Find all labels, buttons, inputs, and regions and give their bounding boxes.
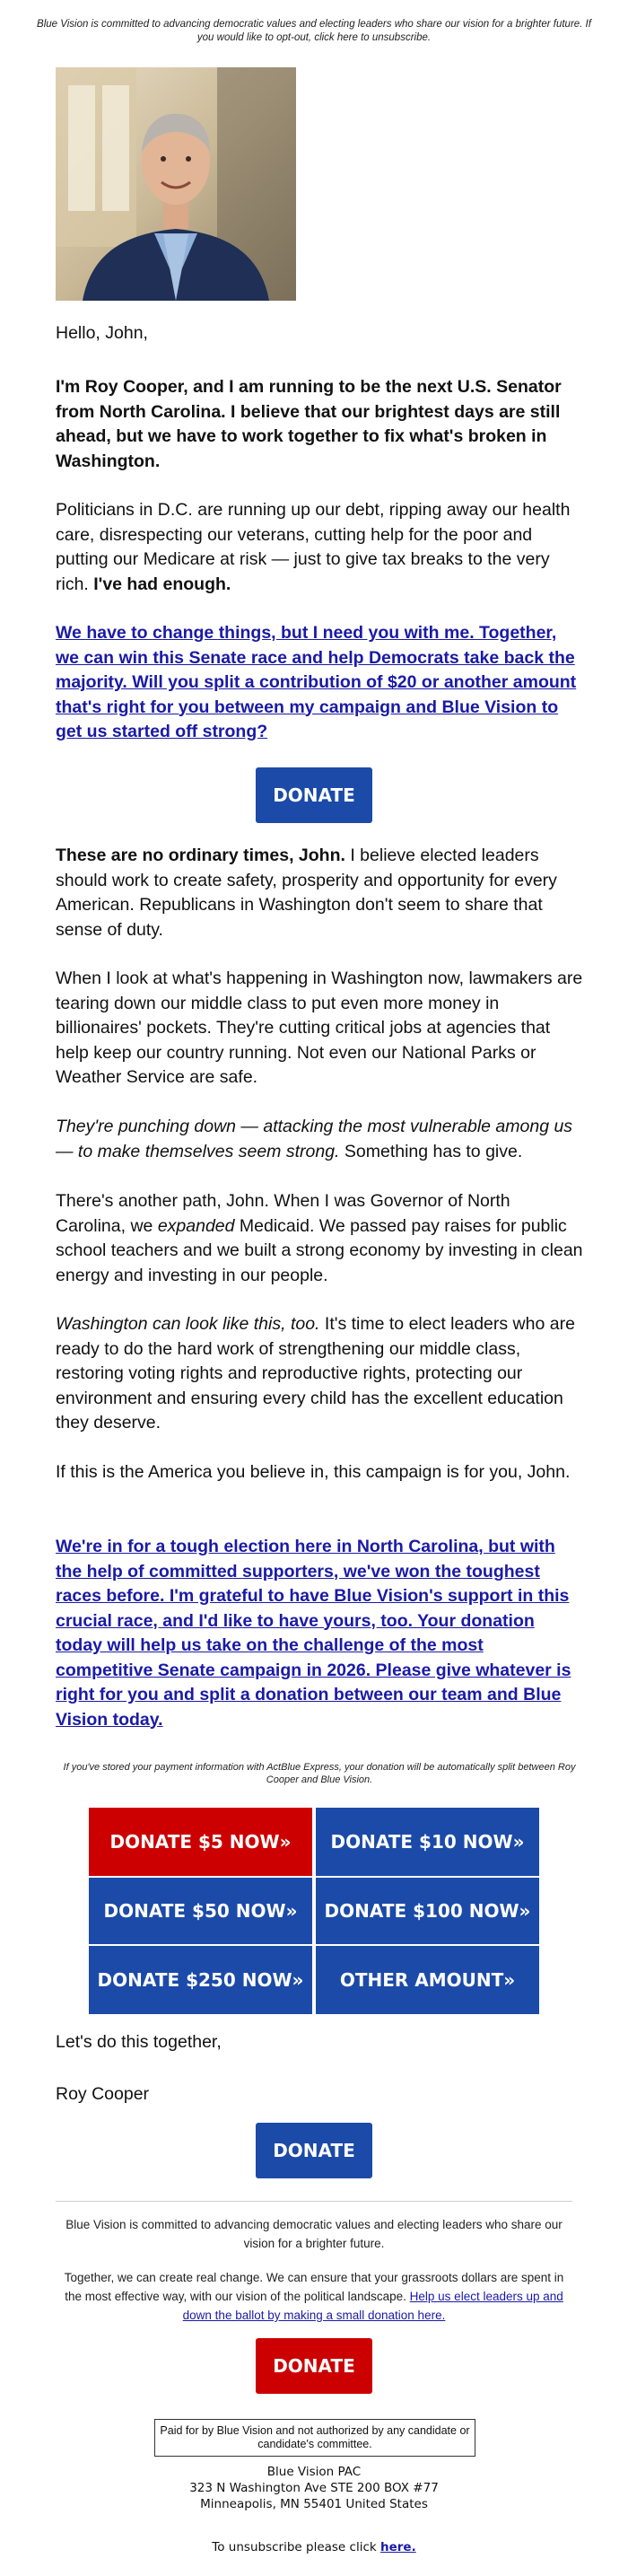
paragraph-path-italic: expanded bbox=[157, 1215, 235, 1236]
paragraph-punching-down bbox=[56, 1115, 583, 1164]
paragraph-punching-italic: They're punching down — attacking the most vulnerable among us — to make themselves seem strong. bbox=[56, 1117, 573, 1161]
donation-amount-grid bbox=[89, 1808, 539, 2014]
paragraph-path-a: There's another path, John. When I was Governor of North Carolina, we bbox=[56, 1191, 510, 1236]
header-notice: Blue Vision is committed to advancing democratic values and electing leaders who share our vision for a brighter future. If you would like to opt-out, click here to unsubscribe. bbox=[37, 19, 591, 43]
donate-button-1[interactable]: DONATE bbox=[256, 767, 372, 823]
actblue-note: If you've stored your payment information with ActBlue Express, your donation will be automatically split between Roy Cooper and Blue Vision. bbox=[63, 1762, 576, 1785]
paid-for-disclaimer bbox=[154, 2419, 475, 2457]
paragraph-punching-text: Something has to give. bbox=[339, 1141, 523, 1161]
mailing-address bbox=[56, 2464, 572, 2512]
footer-divider bbox=[56, 2201, 572, 2202]
donate-button-3[interactable]: DONATE bbox=[256, 2338, 372, 2394]
unsubscribe-text: To unsubscribe please click bbox=[212, 2540, 380, 2554]
greeting: Hello, John, bbox=[56, 323, 148, 343]
paragraph-ordinary-times bbox=[56, 844, 583, 942]
unsubscribe-link[interactable]: here. bbox=[379, 2540, 416, 2554]
donate-50-button[interactable]: DONATE $50 NOW» bbox=[89, 1878, 312, 1944]
donate-10-button[interactable]: DONATE $10 NOW» bbox=[316, 1808, 539, 1876]
paragraph-look-like-this bbox=[56, 1312, 583, 1436]
donation-ask-link-2[interactable]: We're in for a tough election here in North Carolina, but with the help of committed supporters, we've won the toughest races before. I'm grateful to have Blue Vision's support in this crucial race, and I'd like to have yours, too. Your donation today will help us take on the challenge of the most competitive Senate campaign in 2026. Please give whatever is right for you and split a donation between our team and Blue Vision today. bbox=[56, 1537, 571, 1730]
address-line-2: Minneapolis, MN 55401 United States bbox=[200, 2497, 428, 2511]
paragraph-ordinary-text: I believe elected leaders should work to create safety, prosperity and opportunity for every American. Republicans in Washington don't seem to share that sense of duty. bbox=[56, 846, 557, 940]
footer-donate-link[interactable]: Help us elect leaders up and down the ballot by making a small donation here. bbox=[182, 2290, 563, 2322]
unsubscribe-line bbox=[56, 2540, 572, 2554]
paragraph-washington: When I look at what's happening in Washington now, lawmakers are tearing down our middle class to put even more money in billionaires' pockets. They're cutting critical jobs at agencies that help keep our country running. Not even our National Parks or Weather Service are safe. bbox=[56, 968, 583, 1087]
paragraph-america: If this is the America you believe in, this campaign is for you, John. bbox=[56, 1462, 571, 1482]
other-amount-button[interactable]: OTHER AMOUNT» bbox=[316, 1946, 539, 2014]
candidate-photo bbox=[56, 67, 296, 301]
closing-line: Let's do this together, bbox=[56, 2032, 222, 2052]
donate-button-2[interactable]: DONATE bbox=[256, 2123, 372, 2178]
donate-250-button[interactable]: DONATE $250 NOW» bbox=[89, 1946, 312, 2014]
paragraph-debt-bold: I've had enough. bbox=[93, 574, 231, 594]
intro-paragraph: I'm Roy Cooper, and I am running to be the next U.S. Senator from North Carolina. I believe that our brightest days are still ahead, but we have to work together to fix what's broken in Washington. bbox=[56, 377, 562, 471]
footer-together-text: Together, we can create real change. We can ensure that your grassroots dollars are spent in the most effective way, with our vision of the political landscape. bbox=[64, 2271, 564, 2303]
paragraph-debt bbox=[56, 498, 583, 597]
paid-for-text: Paid for by Blue Vision and not authorized by any candidate or candidate's committee. bbox=[160, 2424, 470, 2450]
donation-ask-link-1[interactable]: We have to change things, but I need you with me. Together, we can win this Senate race and help Democrats take back the majority. Will you split a contribution of $20 or another amount that's right for you between my campaign and Blue Vision to get us started off strong? bbox=[56, 623, 577, 741]
paragraph-another-path bbox=[56, 1189, 583, 1288]
paragraph-look-italic: Washington can look like this, too. bbox=[56, 1314, 320, 1334]
donate-100-button[interactable]: DONATE $100 NOW» bbox=[316, 1878, 539, 1944]
paragraph-path-b: Medicaid. We passed pay raises for public school teachers and we built a strong economy by investing in clean energy and investing in our people. bbox=[56, 1215, 583, 1285]
donate-5-button[interactable]: DONATE $5 NOW» bbox=[89, 1808, 312, 1876]
footer-mission: Blue Vision is committed to advancing democratic values and electing leaders who share our vision for a brighter future. bbox=[65, 2218, 563, 2250]
paragraph-look-text: It's time to elect leaders who are ready to do the hard work of strengthening our middle class, restoring voting rights and reproductive rights, protecting our environment and ensuring every child has the excellent education they deserve. bbox=[56, 1314, 575, 1433]
paragraph-debt-text: Politicians in D.C. are running up our debt, ripping away our health care, disrespecting our veterans, cutting help for the poor and putting our Medicare at risk — just to give tax breaks to the very rich. bbox=[56, 500, 571, 594]
signature: Roy Cooper bbox=[56, 2084, 150, 2104]
org-name: Blue Vision PAC bbox=[266, 2465, 362, 2479]
address-line-1: 323 N Washington Ave STE 200 BOX #77 bbox=[189, 2481, 439, 2495]
paragraph-ordinary-bold: These are no ordinary times, John. bbox=[56, 846, 345, 865]
footer-together bbox=[56, 2268, 572, 2325]
